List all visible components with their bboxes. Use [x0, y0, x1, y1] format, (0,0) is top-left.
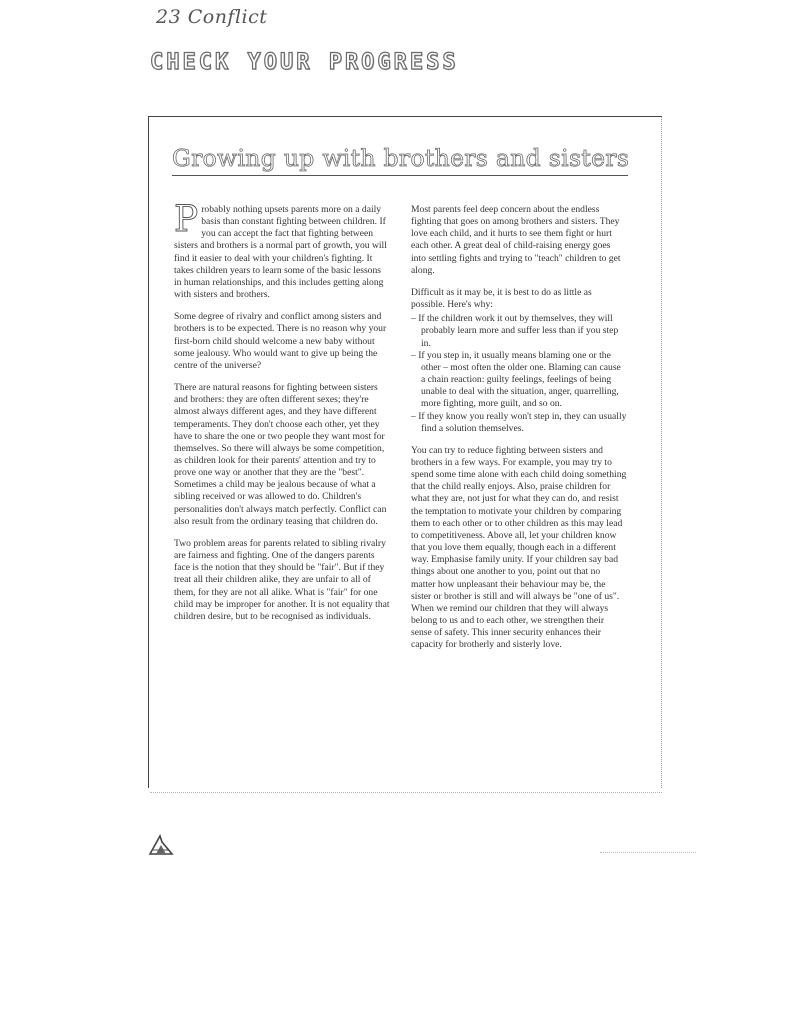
handwritten-page-label: 23 Conflict	[156, 6, 268, 28]
paragraph: You can try to reduce fighting between sisters and brothers in a few ways. For example, you may try to spend some time alone with each child doing something that the child really enjoys. Also, praise children for what they are, not just for what they can do, and resist the temptation to motivate your children by comparing them to each other or to other children as this may lead to competitiveness. Above all, let your children know that you love them equally, though each in a different way. Emphasise family unity. If your children say bad things about one another to you, point out that no matter how unpleasant their behaviour may be, the sister or brother is still and will always be "one of us". When we remind our children that they will always belong to us and to each other, we strengthen their sense of safety. This inner security enhances their capacity for brotherly and sisterly love.	[411, 444, 627, 651]
paragraph: There are natural reasons for fighting between sisters and brothers: they are often different sexes; they're almost always different ages, and they have different temperaments. They don't choose each other, yet they have to share the one or two people they want most for themselves. So there will always be some competition, as children look for their parents' attention and try to prove one way or another that they are the "best". Sometimes a child may be jealous because of what a sibling received or was allowed to do. Children's personalities don't always match perfectly. Conflict can also result from the ordinary teasing that children do.	[174, 382, 387, 527]
article-title: Growing up with brothers and sisters	[172, 144, 630, 172]
paragraph: Some degree of rivalry and conflict among sisters and brothers is to be expected. There is no reason why your first-born child should welcome a new baby without some jealousy. Who would want to give up being the centre of the universe?	[174, 311, 387, 371]
paragraph: Most parents feel deep concern about the endless fighting that goes on among brothers and sisters. They love each child, and it hurts to see them fight or hurt each other. A great deal of child-raising energy goes into settling fights and trying to "teach" children to get along.	[411, 204, 621, 276]
left-column	[174, 199, 390, 633]
reasons-list	[411, 313, 627, 435]
scan-artifact	[600, 852, 696, 853]
drop-cap: P	[174, 199, 199, 240]
list-item: – If they know you really won't step in, they can usually find a solution themselves.	[411, 411, 627, 435]
right-column	[411, 204, 627, 661]
paragraph: Probably nothing upsets parents more on a daily basis than constant fighting between children. If you can accept the fact that fighting between sisters and brothers is a normal part of growth, you will find it easier to deal with your children's fighting. It takes children years to learn some of the basic lessons in human relationships, and this includes getting along with sisters and brothers.	[174, 199, 387, 301]
bottom-divider	[150, 792, 662, 793]
paragraph: Difficult as it may be, it is best to do as little as possible. Here's why:	[411, 286, 592, 311]
publisher-logo-icon	[148, 834, 174, 856]
list-item: – If the children work it out by themselves, they will probably learn more and suffer less than if you step in.	[411, 313, 627, 349]
paragraph: Two problem areas for parents related to sibling rivalry are fairness and fighting. One of the dangers parents face is the notion that they should be "fair". But if they treat all their children alike, they are unfair to all of them, for they are not all alike. What is "fair" for one child may be improper for another. It is not equality that children desire, but to be recognised as individuals.	[174, 537, 390, 622]
list-item: – If you step in, it usually means blaming one or the other – most often the older one. Blaming can cause a chain reaction: guilty feelings, feelings of being unable to deal with the situation, anger, quarrelling, more fighting, more guilt, and so on.	[411, 350, 627, 411]
page-heading: CHECK YOUR PROGRESS	[150, 50, 459, 75]
title-divider	[172, 175, 628, 176]
